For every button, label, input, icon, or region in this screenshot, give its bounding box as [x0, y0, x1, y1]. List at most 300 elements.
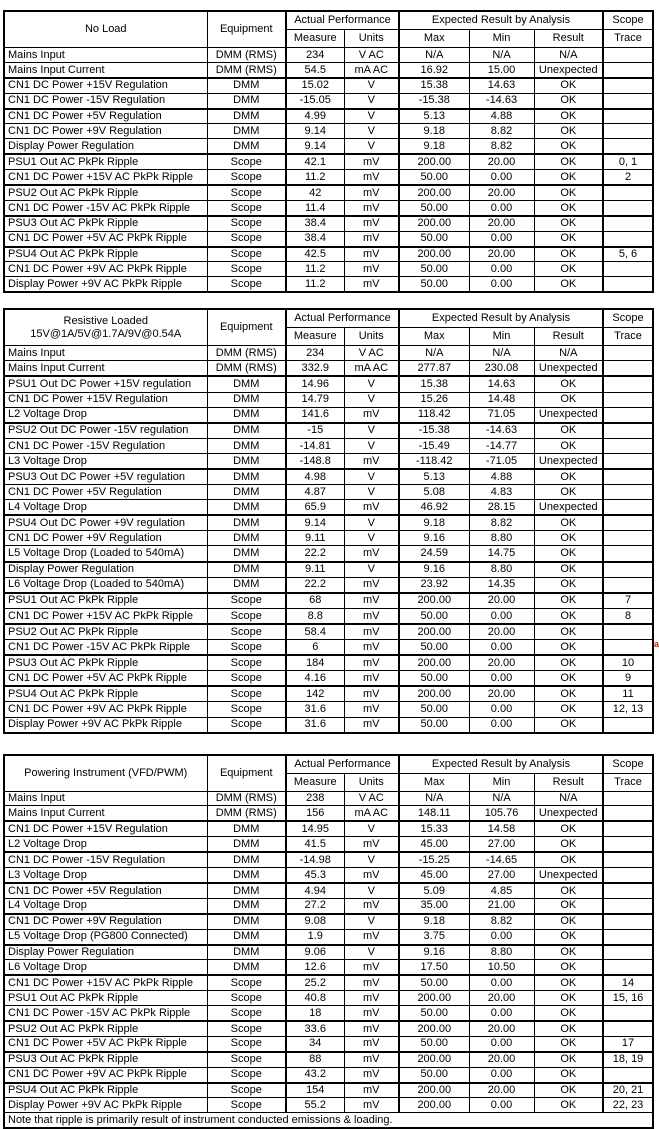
- label-cell: PSU1 Out DC Power +15V regulation: [4, 376, 207, 392]
- table-row: [4, 154, 653, 169]
- measure-cell: 33.6: [286, 1021, 344, 1036]
- min-cell: N/A: [469, 791, 534, 806]
- units-cell: mV: [344, 640, 399, 656]
- table-row: [4, 62, 653, 77]
- max-cell: 148.11: [399, 806, 469, 821]
- header-trace: Trace: [603, 328, 653, 346]
- equipment-cell: DMM: [207, 546, 286, 562]
- max-cell: 50.00: [399, 231, 469, 246]
- result-cell: OK: [534, 1098, 603, 1113]
- result-cell: Unexpected: [534, 361, 603, 377]
- units-cell: V: [344, 109, 399, 124]
- max-cell: 50.00: [399, 671, 469, 687]
- result-cell: OK: [534, 1083, 603, 1098]
- min-cell: 20.00: [469, 686, 534, 702]
- table-row: [4, 1083, 653, 1098]
- table-row: [4, 531, 653, 546]
- table-row: [4, 438, 653, 453]
- measure-cell: -14.81: [286, 438, 344, 453]
- label-cell: CN1 DC Power +9V AC PkPk Ripple: [4, 702, 207, 717]
- measure-cell: 42.1: [286, 154, 344, 169]
- max-cell: 46.92: [399, 500, 469, 516]
- equipment-cell: DMM: [207, 914, 286, 929]
- max-cell: 200.00: [399, 154, 469, 169]
- header-scope: Scope: [603, 309, 653, 328]
- measure-cell: 31.6: [286, 702, 344, 717]
- result-cell: OK: [534, 515, 603, 531]
- label-cell: L2 Voltage Drop: [4, 407, 207, 423]
- units-cell: mV: [344, 185, 399, 200]
- label-cell: Display Power +9V AC PkPk Ripple: [4, 1098, 207, 1113]
- min-cell: 20.00: [469, 247, 534, 262]
- label-cell: CN1 DC Power +15V AC PkPk Ripple: [4, 170, 207, 185]
- label-cell: PSU1 Out AC PkPk Ripple: [4, 991, 207, 1006]
- result-cell: OK: [534, 247, 603, 262]
- units-cell: V: [344, 469, 399, 485]
- header-actual-performance: Actual Performance: [286, 755, 399, 774]
- min-cell: 0.00: [469, 929, 534, 944]
- units-cell: mV: [344, 546, 399, 562]
- table-title-line: Resistive Loaded: [63, 314, 148, 327]
- result-cell: N/A: [534, 346, 603, 361]
- equipment-cell: Scope: [207, 154, 286, 169]
- max-cell: 50.00: [399, 1067, 469, 1082]
- result-cell: Unexpected: [534, 500, 603, 516]
- measure-cell: 88: [286, 1052, 344, 1067]
- measure-cell: -15: [286, 423, 344, 439]
- min-cell: 21.00: [469, 898, 534, 913]
- result-cell: OK: [534, 929, 603, 944]
- max-cell: 200.00: [399, 1098, 469, 1113]
- measure-cell: 141.6: [286, 407, 344, 423]
- header-measure: Measure: [286, 328, 344, 346]
- table-row: [4, 975, 653, 990]
- trace-cell: [603, 500, 653, 516]
- units-cell: mV: [344, 991, 399, 1006]
- table-title: [4, 309, 207, 346]
- label-cell: PSU2 Out AC PkPk Ripple: [4, 185, 207, 200]
- result-cell: OK: [534, 975, 603, 990]
- equipment-cell: Scope: [207, 608, 286, 624]
- measure-cell: 238: [286, 791, 344, 806]
- units-cell: mV: [344, 837, 399, 852]
- table-header: [4, 11, 653, 48]
- label-cell: Display Power Regulation: [4, 139, 207, 154]
- min-cell: 0.00: [469, 170, 534, 185]
- header-units: Units: [344, 328, 399, 346]
- result-cell: OK: [534, 1052, 603, 1067]
- units-cell: V: [344, 883, 399, 898]
- trace-cell: [603, 960, 653, 975]
- trace-cell: 14: [603, 975, 653, 990]
- equipment-cell: Scope: [207, 655, 286, 671]
- table-body: [4, 48, 653, 293]
- equipment-cell: DMM: [207, 821, 286, 836]
- table-row: [4, 185, 653, 200]
- equipment-cell: Scope: [207, 1098, 286, 1113]
- label-cell: CN1 DC Power +9V AC PkPk Ripple: [4, 262, 207, 277]
- result-cell: OK: [534, 423, 603, 439]
- result-cell: OK: [534, 93, 603, 108]
- units-cell: V: [344, 124, 399, 139]
- equipment-cell: DMM (RMS): [207, 48, 286, 63]
- result-cell: OK: [534, 262, 603, 277]
- max-cell: 35.00: [399, 898, 469, 913]
- min-cell: 0.00: [469, 262, 534, 277]
- trace-cell: [603, 185, 653, 200]
- min-cell: 0.00: [469, 717, 534, 733]
- measure-cell: 11.2: [286, 262, 344, 277]
- min-cell: 20.00: [469, 624, 534, 640]
- label-cell: L4 Voltage Drop: [4, 898, 207, 913]
- header-result: Result: [534, 328, 603, 346]
- header-expected-result: Expected Result by Analysis: [399, 309, 603, 328]
- equipment-cell: DMM: [207, 929, 286, 944]
- label-cell: L2 Voltage Drop: [4, 837, 207, 852]
- measure-cell: 14.95: [286, 821, 344, 836]
- table-row: [4, 702, 653, 717]
- trace-cell: [603, 717, 653, 733]
- result-cell: OK: [534, 1036, 603, 1051]
- label-cell: CN1 DC Power -15V AC PkPk Ripple: [4, 640, 207, 656]
- equipment-cell: Scope: [207, 975, 286, 990]
- trace-cell: [603, 1021, 653, 1036]
- trace-cell: [603, 945, 653, 960]
- units-cell: mV: [344, 593, 399, 609]
- table-title: [4, 755, 207, 792]
- units-cell: mV: [344, 231, 399, 246]
- min-cell: 14.58: [469, 821, 534, 836]
- max-cell: 5.13: [399, 109, 469, 124]
- label-cell: CN1 DC Power +9V AC PkPk Ripple: [4, 1067, 207, 1082]
- equipment-cell: DMM: [207, 376, 286, 392]
- equipment-cell: Scope: [207, 702, 286, 717]
- trace-cell: [603, 376, 653, 392]
- units-cell: V: [344, 78, 399, 93]
- table-row: [4, 392, 653, 407]
- result-cell: OK: [534, 78, 603, 93]
- trace-cell: [603, 837, 653, 852]
- trace-cell: [603, 640, 653, 656]
- equipment-cell: DMM: [207, 515, 286, 531]
- measure-cell: -14.98: [286, 852, 344, 867]
- measure-cell: 45.3: [286, 868, 344, 883]
- min-cell: 20.00: [469, 991, 534, 1006]
- result-cell: OK: [534, 170, 603, 185]
- label-cell: CN1 DC Power +5V Regulation: [4, 109, 207, 124]
- label-cell: Mains Input: [4, 48, 207, 63]
- result-cell: OK: [534, 216, 603, 231]
- equipment-cell: DMM: [207, 883, 286, 898]
- max-cell: 9.18: [399, 139, 469, 154]
- min-cell: 105.76: [469, 806, 534, 821]
- min-cell: 10.50: [469, 960, 534, 975]
- max-cell: 5.13: [399, 469, 469, 485]
- table-row: [4, 78, 653, 93]
- result-cell: OK: [534, 702, 603, 717]
- units-cell: V: [344, 485, 399, 500]
- table-row: [4, 883, 653, 898]
- trace-cell: [603, 407, 653, 423]
- header-min: Min: [469, 328, 534, 346]
- min-cell: 27.00: [469, 837, 534, 852]
- min-cell: 0.00: [469, 608, 534, 624]
- measure-cell: 54.5: [286, 62, 344, 77]
- units-cell: mV: [344, 1006, 399, 1021]
- label-cell: Mains Input Current: [4, 361, 207, 377]
- max-cell: -15.25: [399, 852, 469, 867]
- units-cell: V: [344, 821, 399, 836]
- max-cell: 9.16: [399, 531, 469, 546]
- max-cell: 45.00: [399, 868, 469, 883]
- header-min: Min: [469, 30, 534, 48]
- units-cell: mV: [344, 200, 399, 215]
- table-row: [4, 791, 653, 806]
- min-cell: 20.00: [469, 154, 534, 169]
- trace-cell: [603, 469, 653, 485]
- units-cell: V: [344, 515, 399, 531]
- label-cell: PSU4 Out AC PkPk Ripple: [4, 1083, 207, 1098]
- min-cell: -14.63: [469, 423, 534, 439]
- label-cell: CN1 DC Power +15V Regulation: [4, 821, 207, 836]
- units-cell: mV: [344, 975, 399, 990]
- table-row: [4, 109, 653, 124]
- table-row: [4, 914, 653, 929]
- min-cell: 20.00: [469, 655, 534, 671]
- equipment-cell: Scope: [207, 277, 286, 292]
- measure-cell: 25.2: [286, 975, 344, 990]
- result-cell: Unexpected: [534, 868, 603, 883]
- equipment-cell: DMM: [207, 562, 286, 578]
- equipment-cell: DMM: [207, 438, 286, 453]
- trace-cell: [603, 929, 653, 944]
- table-body: [4, 346, 653, 733]
- units-cell: mV: [344, 868, 399, 883]
- measure-cell: 14.79: [286, 392, 344, 407]
- label-cell: PSU3 Out AC PkPk Ripple: [4, 655, 207, 671]
- units-cell: V: [344, 531, 399, 546]
- trace-cell: [603, 852, 653, 867]
- result-cell: OK: [534, 124, 603, 139]
- equipment-cell: Scope: [207, 231, 286, 246]
- measure-cell: 234: [286, 48, 344, 63]
- equipment-cell: Scope: [207, 640, 286, 656]
- trace-cell: [603, 453, 653, 469]
- table-row: [4, 717, 653, 733]
- table-row: [4, 277, 653, 292]
- result-cell: OK: [534, 531, 603, 546]
- max-cell: 45.00: [399, 837, 469, 852]
- measure-cell: 42.5: [286, 247, 344, 262]
- trace-cell: 5, 6: [603, 247, 653, 262]
- table-row: [4, 991, 653, 1006]
- table-row: [4, 423, 653, 439]
- label-cell: Mains Input Current: [4, 806, 207, 821]
- table-row: [4, 515, 653, 531]
- trace-cell: [603, 277, 653, 292]
- units-cell: V AC: [344, 346, 399, 361]
- result-cell: OK: [534, 671, 603, 687]
- equipment-cell: DMM: [207, 852, 286, 867]
- trace-cell: [603, 485, 653, 500]
- units-cell: mV: [344, 624, 399, 640]
- min-cell: 0.00: [469, 231, 534, 246]
- max-cell: 15.38: [399, 376, 469, 392]
- powering-instrument-table: [3, 754, 654, 1129]
- table-footer: [4, 1113, 653, 1129]
- label-cell: CN1 DC Power +5V AC PkPk Ripple: [4, 231, 207, 246]
- min-cell: -71.05: [469, 453, 534, 469]
- table-row: [4, 139, 653, 154]
- trace-cell: [603, 898, 653, 913]
- measure-cell: 38.4: [286, 216, 344, 231]
- trace-cell: 0, 1: [603, 154, 653, 169]
- equipment-cell: Scope: [207, 1036, 286, 1051]
- label-cell: PSU3 Out DC Power +5V regulation: [4, 469, 207, 485]
- max-cell: -15.38: [399, 423, 469, 439]
- measure-cell: 38.4: [286, 231, 344, 246]
- table-row: [4, 577, 653, 593]
- measure-cell: 9.14: [286, 139, 344, 154]
- measure-cell: 4.16: [286, 671, 344, 687]
- measure-cell: 332.9: [286, 361, 344, 377]
- min-cell: 20.00: [469, 1021, 534, 1036]
- header-max: Max: [399, 328, 469, 346]
- units-cell: mV: [344, 686, 399, 702]
- max-cell: -15.38: [399, 93, 469, 108]
- header-expected-result: Expected Result by Analysis: [399, 11, 603, 30]
- trace-cell: [603, 200, 653, 215]
- max-cell: 50.00: [399, 717, 469, 733]
- table-row: [4, 640, 653, 656]
- label-cell: Mains Input Current: [4, 62, 207, 77]
- equipment-cell: DMM: [207, 392, 286, 407]
- header-actual-performance: Actual Performance: [286, 11, 399, 30]
- result-cell: OK: [534, 109, 603, 124]
- units-cell: mA AC: [344, 62, 399, 77]
- units-cell: mV: [344, 216, 399, 231]
- table-row: [4, 361, 653, 377]
- units-cell: mA AC: [344, 361, 399, 377]
- max-cell: 50.00: [399, 1006, 469, 1021]
- max-cell: 50.00: [399, 170, 469, 185]
- trace-cell: 15, 16: [603, 991, 653, 1006]
- label-cell: Display Power Regulation: [4, 945, 207, 960]
- label-cell: CN1 DC Power -15V AC PkPk Ripple: [4, 1006, 207, 1021]
- units-cell: mV: [344, 929, 399, 944]
- min-cell: 20.00: [469, 216, 534, 231]
- measure-cell: 68: [286, 593, 344, 609]
- max-cell: 15.33: [399, 821, 469, 836]
- equipment-cell: Scope: [207, 247, 286, 262]
- equipment-cell: DMM: [207, 124, 286, 139]
- result-cell: Unexpected: [534, 62, 603, 77]
- equipment-cell: DMM: [207, 407, 286, 423]
- table-row: [4, 806, 653, 821]
- label-cell: CN1 DC Power -15V Regulation: [4, 93, 207, 108]
- max-cell: 50.00: [399, 702, 469, 717]
- result-cell: Unexpected: [534, 453, 603, 469]
- equipment-cell: DMM: [207, 837, 286, 852]
- label-cell: CN1 DC Power -15V AC PkPk Ripple: [4, 200, 207, 215]
- max-cell: 15.38: [399, 78, 469, 93]
- label-cell: CN1 DC Power +5V AC PkPk Ripple: [4, 671, 207, 687]
- result-cell: OK: [534, 438, 603, 453]
- units-cell: mV: [344, 262, 399, 277]
- header-trace: Trace: [603, 30, 653, 48]
- units-cell: mV: [344, 247, 399, 262]
- result-cell: OK: [534, 593, 603, 609]
- label-cell: PSU4 Out DC Power +9V regulation: [4, 515, 207, 531]
- units-cell: V AC: [344, 791, 399, 806]
- measure-cell: 27.2: [286, 898, 344, 913]
- min-cell: 27.00: [469, 868, 534, 883]
- units-cell: mA AC: [344, 806, 399, 821]
- min-cell: 0.00: [469, 975, 534, 990]
- label-cell: Display Power Regulation: [4, 562, 207, 578]
- trace-cell: [603, 361, 653, 377]
- trace-cell: [603, 806, 653, 821]
- label-cell: Display Power +9V AC PkPk Ripple: [4, 277, 207, 292]
- footnote-row: [4, 1113, 653, 1129]
- measure-cell: 4.94: [286, 883, 344, 898]
- equipment-cell: DMM (RMS): [207, 346, 286, 361]
- units-cell: mV: [344, 1052, 399, 1067]
- measure-cell: 9.11: [286, 531, 344, 546]
- table-row: [4, 376, 653, 392]
- result-cell: OK: [534, 562, 603, 578]
- units-cell: V AC: [344, 48, 399, 63]
- table-row: [4, 1006, 653, 1021]
- header-scope: Scope: [603, 755, 653, 774]
- trace-cell: [603, 231, 653, 246]
- equipment-cell: DMM: [207, 485, 286, 500]
- table-row: [4, 624, 653, 640]
- equipment-cell: Scope: [207, 624, 286, 640]
- header-max: Max: [399, 773, 469, 791]
- trace-cell: 18, 19: [603, 1052, 653, 1067]
- table-row: [4, 868, 653, 883]
- min-cell: 20.00: [469, 593, 534, 609]
- trace-cell: [603, 78, 653, 93]
- table-row: [4, 1098, 653, 1113]
- label-cell: Mains Input: [4, 791, 207, 806]
- table-row: [4, 216, 653, 231]
- result-cell: OK: [534, 185, 603, 200]
- header-scope: Scope: [603, 11, 653, 30]
- equipment-cell: DMM: [207, 78, 286, 93]
- table-row: [4, 200, 653, 215]
- units-cell: V: [344, 93, 399, 108]
- max-cell: 200.00: [399, 1052, 469, 1067]
- min-cell: 0.00: [469, 1098, 534, 1113]
- result-cell: N/A: [534, 48, 603, 63]
- max-cell: 9.16: [399, 945, 469, 960]
- result-cell: OK: [534, 914, 603, 929]
- equipment-cell: DMM (RMS): [207, 791, 286, 806]
- measure-cell: 58.4: [286, 624, 344, 640]
- measure-cell: 41.5: [286, 837, 344, 852]
- result-cell: OK: [534, 898, 603, 913]
- measure-cell: 55.2: [286, 1098, 344, 1113]
- min-cell: N/A: [469, 48, 534, 63]
- label-cell: CN1 DC Power +9V Regulation: [4, 914, 207, 929]
- label-cell: PSU3 Out AC PkPk Ripple: [4, 216, 207, 231]
- max-cell: 24.59: [399, 546, 469, 562]
- table-row: [4, 821, 653, 836]
- report-page: [3, 10, 653, 1129]
- table-title-line: 15V@1A/5V@1.7A/9V@0.54A: [30, 327, 182, 340]
